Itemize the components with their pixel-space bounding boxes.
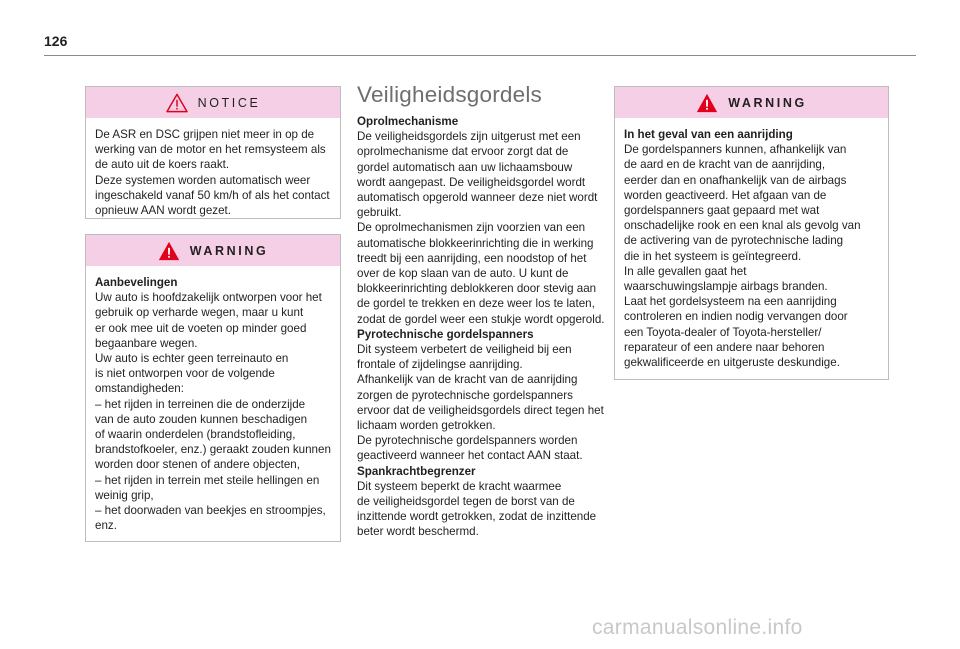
warning-triangle-icon xyxy=(696,93,718,113)
top-divider xyxy=(44,55,916,56)
warning-left-heading: Aanbevelingen xyxy=(95,276,178,289)
warning-header-right xyxy=(615,87,888,118)
subheading-spankrachtbegrenzer: Spankrachtbegrenzer xyxy=(357,464,476,478)
notice-header xyxy=(86,87,340,118)
warning-box-right xyxy=(614,86,889,380)
notice-text: De ASR en DSC grijpen niet meer in op de werking van de motor en het remsysteem als de auto uit de koers raakt. Deze systemen worden automatisch weer ingeschakeld vanaf 50 km/h of als het contact opnieuw AAN wordt gezet. xyxy=(95,128,330,218)
notice-title: NOTICE xyxy=(197,95,261,110)
warning-title-left: WARNING xyxy=(189,243,269,258)
paragraph-spankrachtbegrenzer: Dit systeem beperkt de kracht waarmee de veiligheidsgordel tegen de borst van de inzittende wordt getrokken, zodat de inzittende beter wordt beschermd. xyxy=(357,479,597,539)
paragraph-oprolmechanisme: De veiligheidsgordels zijn uitgerust met een oprolmechanisme dat ervoor zorgt dat de gordel automatisch aan uw lichaamsbouw wordt aangepast. De veiligheidsgordel wordt automatisch opgerold wanneer deze niet wordt gebruikt. De oprolmechanismen zijn voorzien van een automatische blokkeerinrichting die in werking treedt bij een aanrijding, een noodstop of het over de kop slaan van de auto. U kunt de blokkeerinrichting deblokkeren door stevig aan de gordel te trekken en deze weer los te laten, zodat de gordel weer een stukje wordt opgerold. xyxy=(357,130,605,326)
warning-header-left xyxy=(86,235,340,266)
section-body xyxy=(357,114,615,540)
section-title: Veiligheidsgordels xyxy=(357,82,542,107)
warning-triangle-icon xyxy=(158,241,180,261)
page-number: 126 xyxy=(44,33,68,49)
warning-title-right: WARNING xyxy=(728,95,807,110)
subheading-gordelspanners: Pyrotechnische gordelspanners xyxy=(357,327,534,341)
subheading-oprolmechanisme: Oprolmechanisme xyxy=(357,115,459,128)
watermark: carmanualsonline.info xyxy=(592,616,803,639)
warning-left-text: Uw auto is hoofdzakelijk ontworpen voor het gebruik op verharde wegen, maar u kunt er ook mee uit de voeten op minder goed begaanbare wegen. Uw auto is echter geen terreinauto en is niet ontworpen voor de volgende omstandigheden: – het rijden in terreinen die de onderzijde van de auto zouden kunnen beschadigen of waarin onderdelen (brandstofleiding, brandstofkoeler, enz.) geraakt zouden kunnen worden door stenen of andere objecten, – het rijden in terrein met steile hellingen en weinig grip, – het doorwaden van beekjes en stroompjes, enz. xyxy=(95,291,331,533)
warning-right-text: De gordelspanners kunnen, afhankelijk van de aard en de kracht van de aanrijding, eerder dan en onafhankelijk van de airbags worden geactiveerd. Het afgaan van de gordelspanners gaat gepaard met wat onschadelijke rook en een knal als gevolg van de activering van de pyrotechnische lading die in het systeem is geïntegreerd. In alle gevallen gaat het waarschuwingslampje airbags branden. Laat het gordelsysteem na een aanrijding controleren en indien nodig vervangen door een Toyota-dealer of Toyota-hersteller/ reparateur of een andere naar behoren gekwalificeerde en uitgeruste deskundige. xyxy=(624,143,861,370)
warning-box-left xyxy=(85,234,341,542)
paragraph-gordelspanners: Dit systeem verbetert de veiligheid bij een frontale of zijdelingse aanrijding. Afhankelijk van de kracht van de aanrijding zorgen de pyrotechnische gordelspanners ervoor dat de veiligheidsgordels direct tegen het lichaam worden getrokken. De pyrotechnische gordelspanners worden geactiveerd wanneer het contact AAN staat. xyxy=(357,343,604,463)
warning-right-heading: In het geval van een aanrijding xyxy=(624,128,793,141)
notice-triangle-icon xyxy=(166,93,188,113)
notice-box xyxy=(85,86,341,219)
